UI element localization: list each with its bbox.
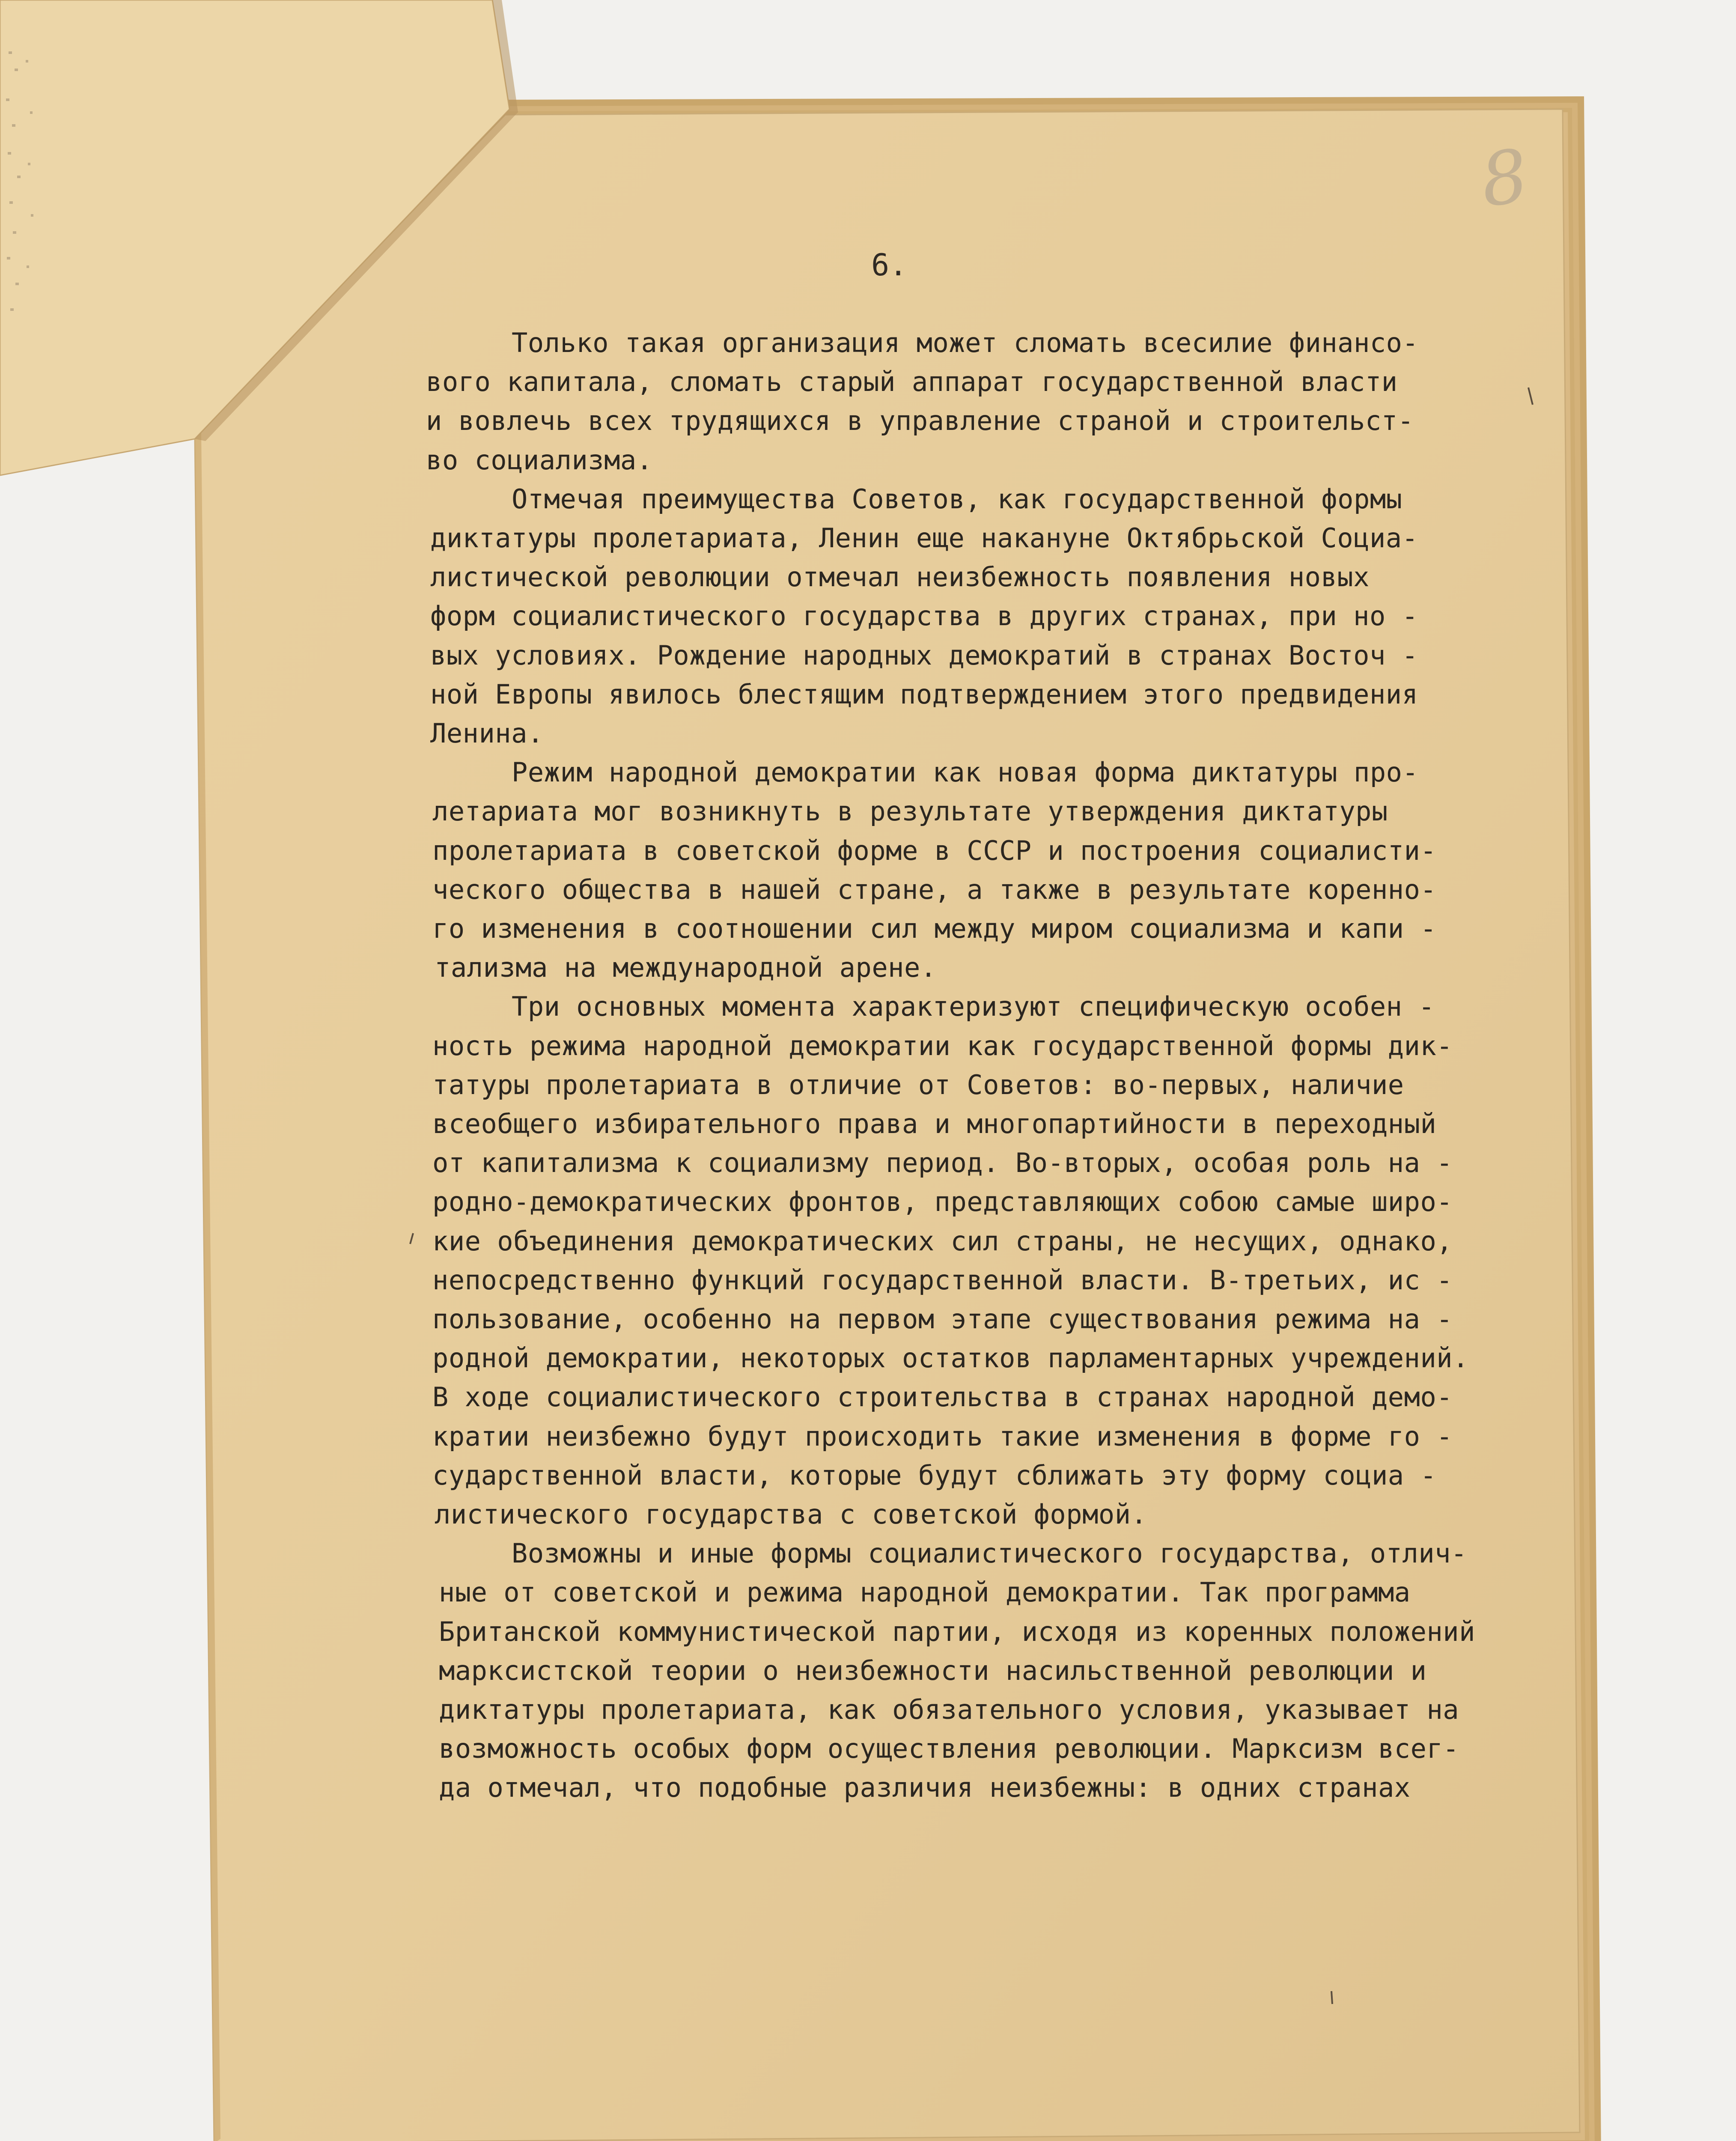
text-line: пролетариата в советской форме в СССР и построения социалисти- (432, 835, 1437, 866)
text-line: да отмечал, что подобные различия неизбежны: в одних странах (439, 1772, 1411, 1804)
text-line: сударственной власти, которые будут сближать эту форму социа - (432, 1459, 1437, 1491)
text-line: листического государства с советской формой. (435, 1499, 1147, 1530)
text-line: кие объединения демократических сил страны, не несущих, однако, (432, 1225, 1453, 1257)
text-line: диктатуры пролетариата, Ленин еще накануне Октябрьской Социа- (430, 522, 1418, 554)
text-line: В ходе социалистического строительства в странах народной демо- (432, 1381, 1453, 1413)
text-line: го изменения в соотношении сил между миром социализма и капи - (432, 913, 1437, 944)
text-line: Ленина. (430, 718, 544, 749)
text-line: непосредственно функций государственной власти. В-третьих, ис - (432, 1264, 1453, 1296)
text-line: родной демократии, некоторых остатков парламентарных учреждений. (432, 1342, 1469, 1374)
text-line: марксистской теории о неизбежности насильственной революции и (439, 1655, 1427, 1686)
handwritten-folio-number: 8 (1475, 133, 1534, 224)
text-line: и вовлечь всех трудящихся в управление страной и строительст- (426, 405, 1414, 437)
text-line: от капитализма к социализму период. Во-вторых, особая роль на - (432, 1147, 1453, 1179)
text-line: ные от советской и режима народной демократии. Так программа (439, 1577, 1411, 1608)
text-line: тализма на международной арене. (435, 952, 937, 984)
text-line: татуры пролетариата в отличие от Советов: во-первых, наличие (432, 1069, 1404, 1100)
text-line: Отмечая преимущества Советов, как государственной формы (512, 483, 1402, 515)
text-line: родно-демократических фронтов, представляющих собою самые широ- (432, 1186, 1453, 1218)
text-line: ной Европы явилось блестящим подтверждением этого предвидения (430, 678, 1418, 710)
text-line: Режим народной демократии как новая форма диктатуры про- (512, 757, 1419, 788)
text-line: ность режима народной демократии как государственной формы дик- (432, 1030, 1453, 1062)
text-line: кратии неизбежно будут происходить такие изменения в форме го - (432, 1420, 1453, 1452)
text-line: летариата мог возникнуть в результате утверждения диктатуры (432, 796, 1388, 827)
text-line: Три основных момента характеризуют специфическую особен - (512, 991, 1435, 1023)
text-line: форм социалистического государства в других странах, при но - (430, 600, 1418, 632)
page-number: 6. (871, 247, 908, 283)
text-line: вого капитала, сломать старый аппарат государственной власти (426, 366, 1398, 398)
text-line: вых условиях. Рождение народных демократий в странах Восточ - (430, 639, 1418, 671)
text-line: во социализма. (426, 444, 653, 476)
text-line: всеобщего избирательного права и многопартийности в переходный (432, 1108, 1437, 1139)
text-line: Возможны и иные формы социалистического государства, отлич- (512, 1538, 1467, 1569)
text-line: листической революции отмечал неизбежность появления новых (430, 561, 1370, 593)
text-line: ческого общества в нашей стране, а также в результате коренно- (432, 874, 1437, 905)
text-line: Британской коммунистической партии, исходя из коренных положений (439, 1616, 1475, 1647)
text-line: возможность особых форм осуществления революции. Марксизм всег- (439, 1733, 1459, 1765)
text-line: диктатуры пролетариата, как обязательного условия, указывает на (439, 1694, 1459, 1725)
text-line: Только такая организация может сломать всесилие финансо- (512, 327, 1419, 358)
text-line: пользование, особенно на первом этапе существования режима на - (432, 1303, 1453, 1335)
